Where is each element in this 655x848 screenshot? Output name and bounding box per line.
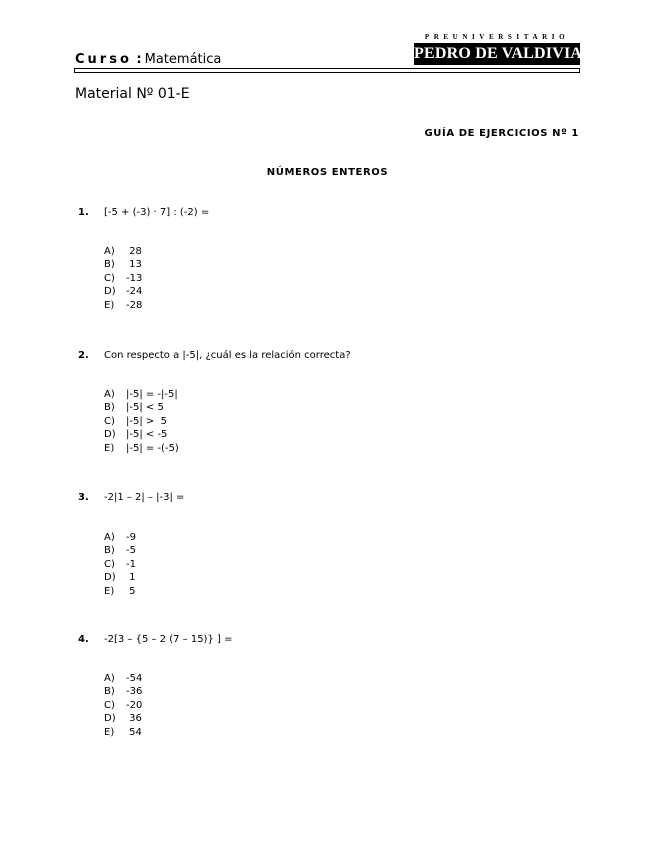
option-letter: D): [104, 572, 116, 584]
answer-option: [104, 726, 142, 739]
option-value: -9: [126, 532, 136, 543]
course-label: Curso: [75, 52, 132, 67]
logo-main-text: PEDRO DE VALDIVIA: [414, 43, 580, 65]
option-letter: A): [104, 389, 115, 400]
option-value: -28: [126, 299, 143, 311]
option-letter: C): [104, 558, 115, 570]
answer-options: [104, 672, 142, 739]
option-letter: C): [104, 272, 115, 284]
course-line: [75, 52, 221, 67]
option-value: 28: [126, 246, 142, 257]
option-value: |-5| < -5: [126, 429, 168, 441]
option-value: -1: [126, 558, 136, 570]
answer-option: [104, 442, 179, 455]
question-text: -2[3 – {5 – 2 (7 – 15)} ] =: [104, 634, 233, 645]
answer-option: [104, 712, 142, 725]
option-value: |-5| > 5: [126, 415, 167, 427]
option-value: |-5| < 5: [126, 402, 164, 414]
question-text: [-5 + (-3) · 7] : (-2) =: [104, 207, 210, 218]
answer-options: [104, 531, 136, 598]
option-letter: C): [104, 415, 115, 427]
question-text: -2|1 – 2| – |-3| =: [104, 492, 185, 503]
answer-option: [104, 685, 142, 698]
question-number: 3.: [78, 492, 89, 503]
answer-option: [104, 558, 136, 571]
logo-top-text: PREUNIVERSITARIO: [424, 33, 570, 41]
answer-option: [104, 585, 136, 598]
answer-option: [104, 245, 142, 258]
option-letter: E): [104, 585, 115, 597]
answer-options: [104, 245, 142, 312]
option-letter: A): [104, 532, 115, 543]
section-title: NÚMEROS ENTEROS: [266, 167, 389, 178]
course-value: Matemática: [144, 52, 222, 67]
answer-option: [104, 415, 179, 428]
guide-title: GUÍA DE EJERCICIOS Nº 1: [424, 128, 579, 139]
answer-option: [104, 672, 142, 685]
answer-option: [104, 544, 136, 557]
option-value: -54: [126, 673, 143, 684]
header-rule: [74, 68, 580, 73]
institution-logo: [414, 33, 583, 67]
answer-option: [104, 285, 142, 298]
option-letter: A): [104, 246, 115, 257]
option-letter: B): [104, 402, 115, 414]
option-value: 54: [126, 726, 142, 738]
option-value: 36: [126, 713, 142, 725]
option-letter: B): [104, 686, 115, 698]
option-letter: E): [104, 299, 115, 311]
answer-option: [104, 272, 142, 285]
answer-option: [104, 401, 179, 414]
option-letter: B): [104, 259, 115, 271]
option-value: -13: [126, 272, 143, 284]
option-value: 5: [126, 585, 136, 597]
option-letter: E): [104, 442, 115, 454]
option-letter: D): [104, 286, 116, 298]
question-number: 2.: [78, 350, 89, 361]
option-value: |-5| = -|-5|: [126, 389, 178, 400]
option-value: -36: [126, 686, 143, 698]
option-letter: D): [104, 429, 116, 441]
question-text: Con respecto a |-5|, ¿cuál es la relación correcta?: [104, 350, 351, 361]
answer-option: [104, 299, 142, 312]
option-letter: D): [104, 713, 116, 725]
option-value: |-5| = -(-5): [126, 442, 179, 454]
option-value: -24: [126, 286, 143, 298]
option-letter: A): [104, 673, 115, 684]
option-letter: B): [104, 545, 115, 557]
answer-option: [104, 428, 179, 441]
option-value: -5: [126, 545, 136, 557]
answer-options: [104, 388, 179, 455]
question-number: 4.: [78, 634, 89, 645]
course-colon: :: [131, 52, 142, 67]
answer-option: [104, 258, 142, 271]
answer-option: [104, 388, 179, 401]
material-number: Material Nº 01-E: [75, 86, 190, 102]
option-letter: C): [104, 699, 115, 711]
question-number: 1.: [78, 207, 89, 218]
option-letter: E): [104, 726, 115, 738]
option-value: -20: [126, 699, 143, 711]
answer-option: [104, 699, 142, 712]
answer-option: [104, 571, 136, 584]
option-value: 13: [126, 259, 142, 271]
answer-option: [104, 531, 136, 544]
option-value: 1: [126, 572, 136, 584]
